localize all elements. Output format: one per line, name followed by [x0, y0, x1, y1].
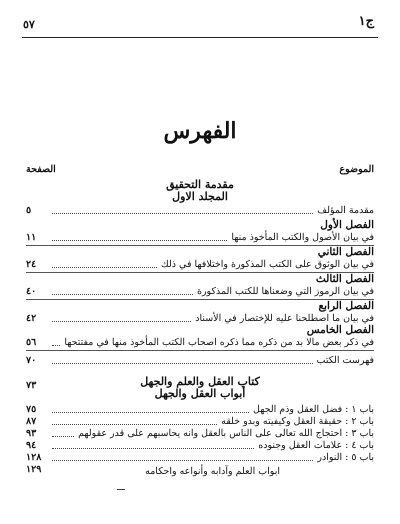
leader-dots	[52, 320, 191, 322]
toc-entry-page: ٥٦	[26, 337, 37, 348]
toc-entry-page: ٤٢	[26, 313, 37, 324]
toc-entry	[26, 259, 374, 271]
toc-entry-page: ١٢٩	[26, 464, 42, 475]
leader-dots	[52, 239, 227, 241]
toc-entry-label: باب ٤ : علامات العقل وجنوده	[258, 440, 374, 451]
leader-dots	[52, 435, 74, 437]
toc-entry-label: في بيان الرموز التي وضعناها للكتب المذكورة	[196, 286, 374, 297]
toc-entry-label: باب ٣ : احتجاج الله تعالى على الناس بالعقل وانه يحاسبهم على قدر عقولهم	[78, 428, 374, 439]
toc-entry-label: في بيان الوثوق على الكتب المذكورة واختلافها في ذلك	[160, 259, 374, 270]
toc-entry-label: في بيان الأصول والكتب المأخوذ منها	[231, 232, 374, 243]
toc-entry-label: فهرست الكتب	[316, 355, 374, 366]
toc-entry-label: باب ٥ : النوادر	[317, 452, 374, 463]
toc-entry-page: ٧٥	[26, 404, 37, 415]
toc-entry-label: في ذكر بعض مالا بد من ذكره مما ذكره اصحاب الكتب المأخوذ منها في مفتتحها	[64, 337, 374, 348]
leader-dots	[52, 293, 193, 295]
toc-entry-page: ٤٠	[26, 286, 37, 297]
toc-entry-label: في بيان ما اصطلحنا عليه للإختصار في الأسناد	[195, 313, 374, 324]
toc-entry-label: مقدمة المؤلف	[317, 205, 374, 216]
section-heading: الفصل الثالث	[315, 273, 374, 285]
leader-dots	[52, 212, 313, 214]
section-heading: الفصل الثاني	[317, 246, 374, 258]
intro-heading: مقدمة التحقيق	[166, 178, 234, 191]
volume-marker: ج١	[358, 14, 374, 29]
section-heading: الفصل الرابع	[318, 300, 374, 312]
toc-entry	[26, 286, 374, 298]
book-heading: كتاب العقل والعلم والجهل	[140, 375, 260, 388]
leader-dots	[52, 459, 313, 461]
volume-heading: المجلد الاول	[172, 190, 228, 203]
leader-dots	[52, 266, 157, 268]
section-heading: الفصل الأول	[320, 219, 374, 231]
leader-dots	[52, 411, 249, 413]
leader-dots	[52, 362, 313, 364]
toc-entry-page: ١١	[26, 232, 37, 243]
toc-entry	[26, 205, 374, 217]
section-divider	[26, 350, 374, 351]
toc-entry-page: ٩٤	[26, 440, 37, 451]
book-page: ٧٣	[26, 380, 37, 391]
toc-entry-page: ٨٧	[26, 416, 37, 427]
toc-entry	[26, 428, 374, 440]
leader-dots	[52, 447, 254, 449]
toc-entry-page: ٥	[26, 205, 32, 216]
toc-entry-page: ٩٣	[26, 428, 37, 439]
page-title: الفهرس	[163, 118, 237, 144]
toc-entry	[26, 355, 374, 367]
toc-entry	[26, 452, 374, 464]
header-divider	[22, 37, 378, 38]
toc-entry-page: ١٢٨	[26, 452, 42, 463]
section-heading: ابواب العلم وآدابه وأنواعه واحكامه	[145, 466, 280, 477]
toc-entry-page: ٢٤	[26, 259, 37, 270]
toc-entry	[26, 416, 374, 428]
topic-column-header: الموضوع	[339, 164, 374, 175]
leader-dots	[52, 423, 217, 425]
toc-entry-label: باب ١ : فضل العقل وذم الجهل	[253, 404, 374, 415]
chapter-group-heading: أبواب العقل والجهل	[154, 387, 246, 400]
leader-dots	[52, 344, 60, 346]
section-heading: الفصل الخامس	[306, 324, 374, 336]
toc-entry	[26, 440, 374, 452]
stray-mark: ـــ	[117, 483, 125, 493]
page-number: ٥٧	[23, 18, 35, 31]
toc-entry	[26, 232, 374, 244]
toc-entry-page: ٧٠	[26, 355, 37, 366]
page-column-header: الصفحة	[26, 164, 56, 175]
toc-entry	[26, 337, 374, 349]
toc-entry	[26, 404, 374, 416]
toc-entry-label: باب ٢ : حقيقة العقل وكيفيته وبدو خلقه	[221, 416, 374, 427]
